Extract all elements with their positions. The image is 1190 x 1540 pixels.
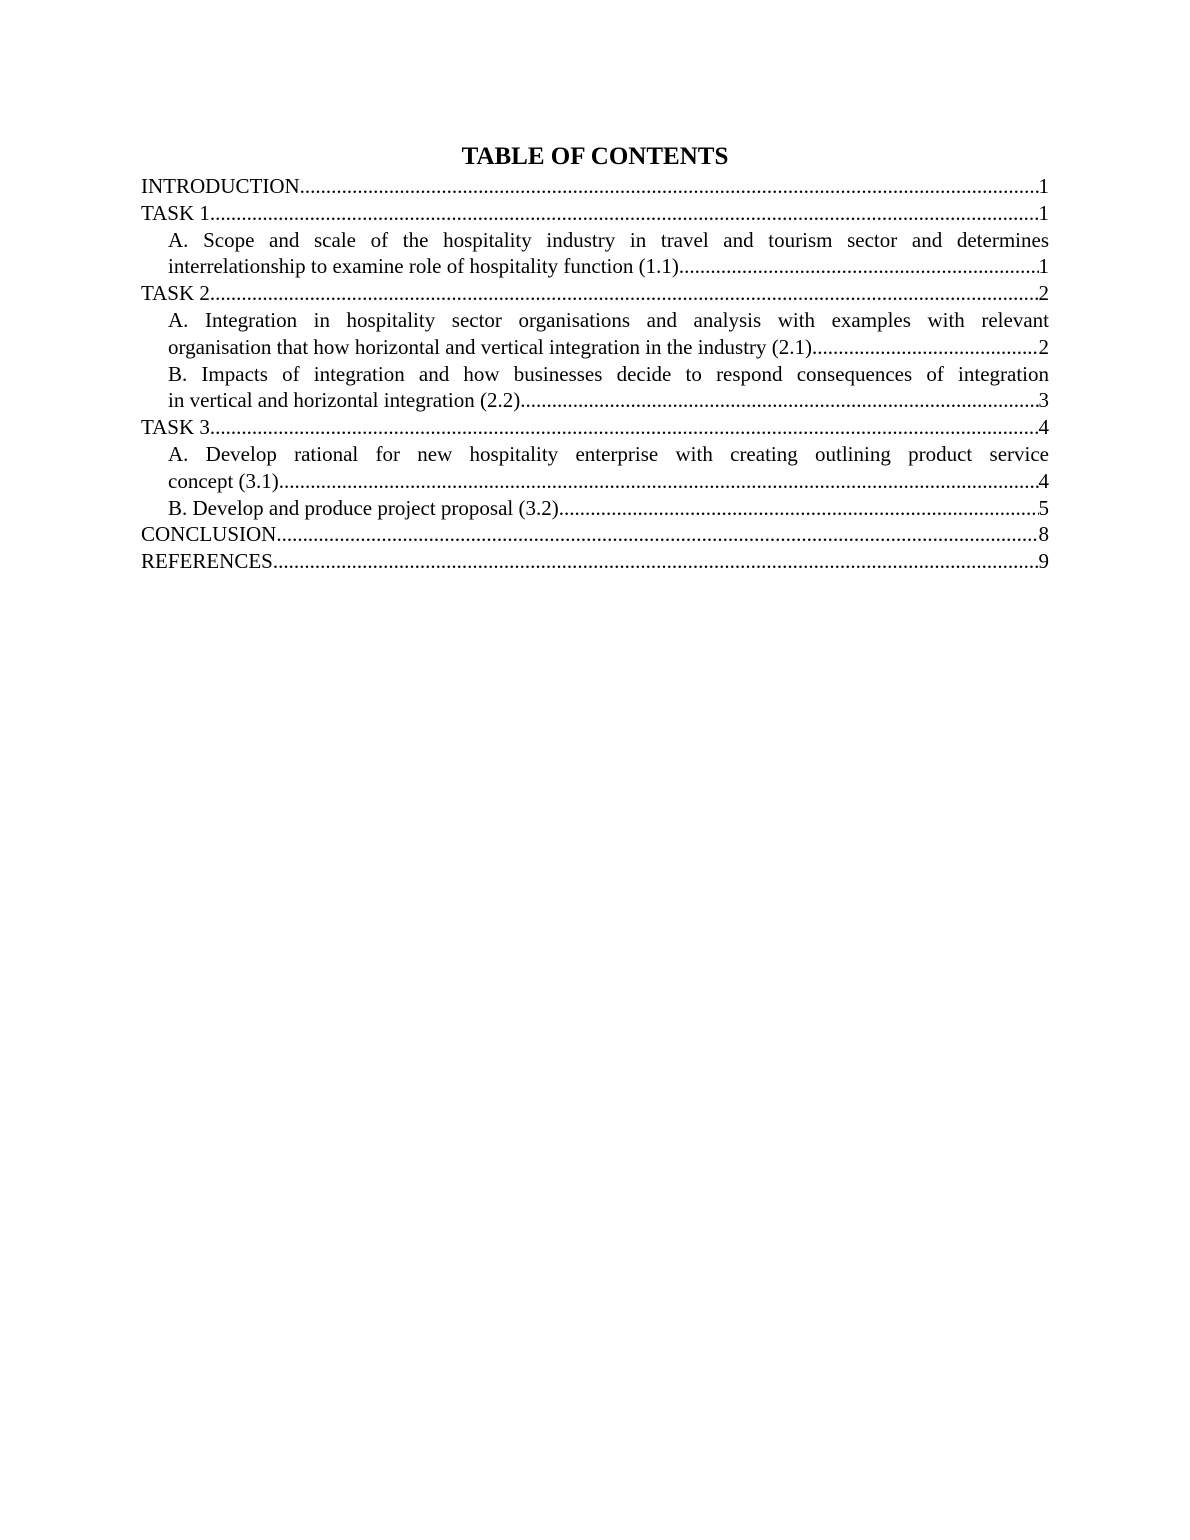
toc-list (141, 173, 1049, 575)
toc-page-number: 1 (1038, 254, 1049, 279)
toc-entry-last-line (168, 387, 1049, 414)
toc-dot-leader (279, 468, 1039, 495)
toc-entry-text-line: A. Scope and scale of the hospitality industry in travel and tourism sector and determines (168, 227, 1049, 252)
toc-dot-leader (210, 200, 1039, 227)
toc-entry-last-line (141, 521, 1049, 548)
toc-entry-last-line (141, 280, 1049, 307)
toc-page-number: 1 (1038, 200, 1049, 225)
toc-entry[interactable] (141, 441, 1049, 495)
toc-entry-last-line (141, 414, 1049, 441)
toc-page-number: 2 (1038, 281, 1049, 306)
document-page (141, 141, 1049, 575)
toc-dot-leader (210, 414, 1039, 441)
toc-dot-leader (812, 334, 1038, 361)
toc-page-number: 4 (1038, 415, 1049, 440)
toc-entry-last-line (168, 253, 1049, 280)
toc-entry[interactable] (141, 307, 1049, 361)
toc-entry-title: concept (3.1) (168, 468, 279, 493)
toc-entry-text-line: A. Integration in hospitality sector organisations and analysis with examples with relevant (168, 307, 1049, 332)
toc-entry-title: CONCLUSION (141, 522, 277, 547)
toc-entry-last-line (141, 548, 1049, 575)
toc-entry[interactable] (141, 521, 1049, 548)
toc-entry-title: REFERENCES (141, 549, 273, 574)
toc-entry-last-line (141, 200, 1049, 227)
toc-entry-text-line: B. Impacts of integration and how businesses decide to respond consequences of integration (168, 361, 1049, 386)
toc-dot-leader (679, 253, 1039, 280)
toc-page-number: 2 (1038, 334, 1049, 359)
toc-entry-text-line: A. Develop rational for new hospitality enterprise with creating outlining product service (168, 441, 1049, 466)
toc-page-number: 9 (1038, 549, 1049, 574)
toc-entry[interactable] (141, 227, 1049, 281)
toc-entry-last-line (168, 495, 1049, 522)
toc-entry-title: B. Develop and produce project proposal (3.2) (168, 495, 559, 520)
toc-entry-last-line (168, 468, 1049, 495)
toc-page-number: 4 (1038, 468, 1049, 493)
toc-entry-title: organisation that how horizontal and vertical integration in the industry (2.1) (168, 334, 813, 359)
toc-entry-last-line (168, 334, 1049, 361)
toc-entry-title: TASK 1 (141, 200, 210, 225)
toc-entry[interactable] (141, 495, 1049, 522)
toc-entry[interactable] (141, 548, 1049, 575)
toc-entry[interactable] (141, 173, 1049, 200)
toc-entry-title: interrelationship to examine role of hospitality function (1.1) (168, 254, 679, 279)
toc-page-number: 3 (1038, 388, 1049, 413)
toc-entry-title: TASK 2 (141, 281, 210, 306)
toc-dot-leader (210, 280, 1039, 307)
toc-dot-leader (520, 387, 1038, 414)
toc-entry[interactable] (141, 200, 1049, 227)
toc-entry[interactable] (141, 280, 1049, 307)
toc-page-number: 5 (1038, 495, 1049, 520)
toc-entry-title: in vertical and horizontal integration (2.2) (168, 388, 521, 413)
toc-page-number: 1 (1038, 174, 1049, 198)
toc-dot-leader (300, 173, 1039, 200)
toc-dot-leader (559, 495, 1039, 522)
toc-entry-title: TASK 3 (141, 415, 210, 440)
toc-dot-leader (276, 521, 1038, 548)
toc-entry[interactable] (141, 414, 1049, 441)
toc-entry[interactable] (141, 361, 1049, 415)
toc-dot-leader (273, 548, 1039, 575)
toc-entry-title: INTRODUCTION (141, 174, 300, 198)
toc-entry-last-line (141, 173, 1049, 200)
toc-page-number: 8 (1038, 522, 1049, 547)
toc-title: TABLE OF CONTENTS (461, 143, 729, 170)
